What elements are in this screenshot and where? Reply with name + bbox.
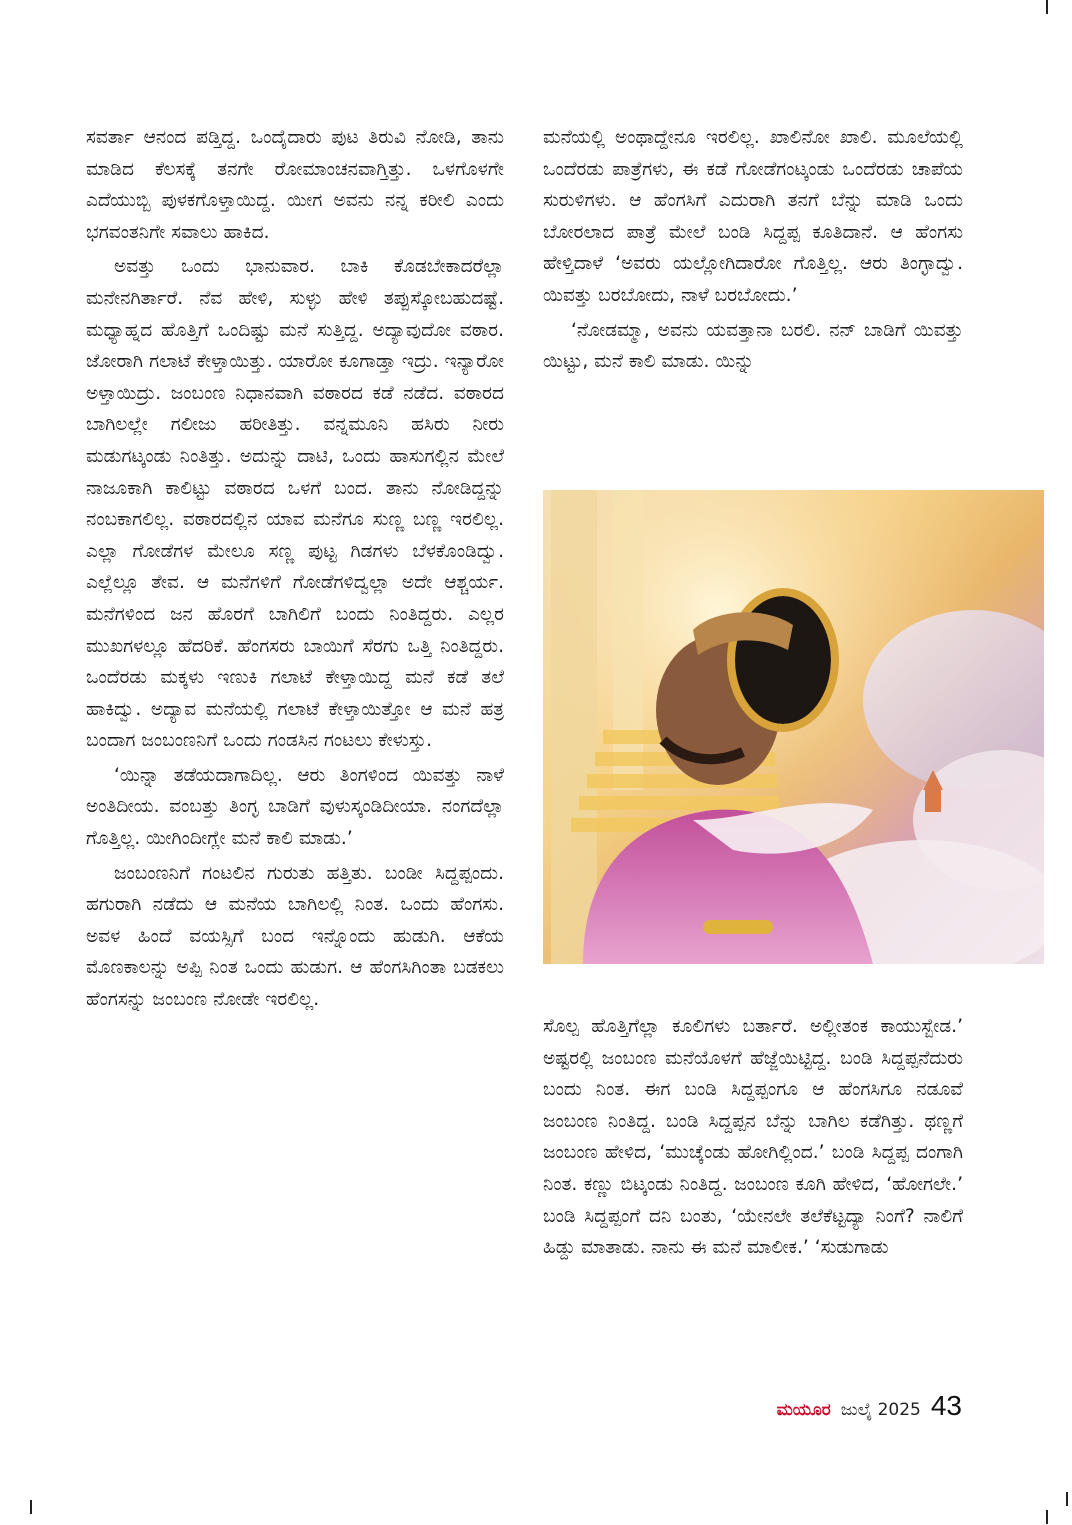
story-illustration: [543, 490, 1044, 964]
page-folio: [777, 1390, 962, 1422]
paragraph: ‘ಯಿನ್ನಾ ತಡೆಯದಾಗಾದಿಲ್ಲ. ಆರು ತಿಂಗಳಿಂದ ಯಿವತ್ತು ನಾಳೆ ಅಂತಿದೀಯ. ವಂಬತ್ತು ತಿಂಗ್ಳ ಬಾಡಿಗೆ ವುಳುಸ್ಕಂಡಿದೀಯಾ. ನಂಗದೆಲ್ಲಾ ಗೊತ್ತಿಲ್ಲ. ಯೀಗಿಂದೀಗ್ಲೇ ಮನೆ ಕಾಲಿ ಮಾಡು.’: [86, 764, 504, 850]
illustration-art: [543, 490, 1044, 964]
issue-date: ಜುಲೈ 2025: [840, 1400, 921, 1420]
right-column-top: [543, 122, 963, 381]
left-column: [86, 122, 504, 1019]
crop-mark: [1066, 1492, 1068, 1506]
paragraph: ಸೊಲ್ಪ ಹೊತ್ತಿಗೆಲ್ಲಾ ಕೂಲಿಗಳು ಬರ್ತಾರೆ. ಅಲ್ಲೀತಂಕ ಕಾಯುಸ್ಬೇಡ.’ ಅಷ್ಟರಲ್ಲಿ ಜಂಬಂಣ ಮನೆಯೊಳಗೆ ಹೆಜ್ಜೆಯಿಟ್ಟಿದ್ದ. ಬಂಡಿ ಸಿದ್ದಪ್ಪನೆದುರು ಬಂದು ನಿಂತ. ಈಗ ಬಂಡಿ ಸಿದ್ದಪ್ಪಂಗೂ ಆ ಹೆಂಗಸಿಗೂ ನಡೂವೆ ಜಂಬಂಣ ನಿಂತಿದ್ದ. ಬಂಡಿ ಸಿದ್ದಪ್ಪನ ಬೆನ್ನು ಬಾಗಿಲ ಕಡೆಗಿತ್ತು. ಥಣ್ಣಗೆ ಜಂಬಂಣ ಹೇಳಿದ, ‘ಮುಚ್ಕೆಂಡು ಹೋಗಿಲ್ಲಿಂದ.’ ಬಂಡಿ ಸಿದ್ದಪ್ಪ ದಂಗಾಗಿ ನಿಂತ. ಕಣ್ಣು ಬಿಟ್ಕಂಡು ನಿಂತಿದ್ದ. ಜಂಬಂಣ ಕೂಗಿ ಹೇಳಿದ, ‘ಹೋಗಲೇ.’ ಬಂಡಿ ಸಿದ್ದಪ್ಪಂಗೆ ದನಿ ಬಂತು, ‘ಯೇನಲೇ ತಲೆಕೆಟ್ಟದ್ಯಾ ನಿಂಗೆ? ನಾಲಿಗೆ ಹಿಡ್ದು ಮಾತಾಡು. ನಾನು ಈ ಮನೆ ಮಾಲೀಕ.’ ‘ಸುಡುಗಾಡು: [543, 1016, 963, 1259]
paragraph: ಮನೆಯಲ್ಲಿ ಅಂಥಾದ್ದೇನೂ ಇರಲಿಲ್ಲ. ಖಾಲಿನೋ ಖಾಲಿ. ಮೂಲೆಯಲ್ಲಿ ಒಂದೆರಡು ಪಾತ್ರೆಗಳು, ಈ ಕಡೆ ಗೋಡೆಗಂಟ್ಕಂಡು ಒಂದೆರಡು ಚಾಪೆಯ ಸುರುಳಿಗಳು. ಆ ಹೆಂಗಸಿಗೆ ಎದುರಾಗಿ ತನಗೆ ಬೆನ್ನು ಮಾಡಿ ಒಂದು ಬೋರಲಾದ ಪಾತ್ರೆ ಮೇಲೆ ಬಂಡಿ ಸಿದ್ದಪ್ಪ ಕೂತಿದಾನೆ. ಆ ಹೆಂಗಸು ಹೇಳ್ತಿದಾಳೆ ‘ಅವರು ಯಲ್ಲೋಗಿದಾರೋ ಗೊತ್ತಿಲ್ಲ. ಆರು ತಿಂಗ್ಳಾದ್ವು. ಯಿವತ್ತು ಬರಬೋದು, ನಾಳೆ ಬರಬೋದು.’: [543, 127, 963, 306]
crop-mark: [30, 1500, 32, 1514]
right-column-bottom: [543, 1011, 963, 1267]
paragraph: ಸವರ್ತಾ ಆನಂದ ಪಡ್ತಿದ್ದ. ಒಂದೈದಾರು ಪುಟ ತಿರುವಿ ನೋಡಿ, ತಾನು ಮಾಡಿದ ಕೆಲಸಕ್ಕೆ ತನಗೇ ರೋಮಾಂಚನವಾಗ್ತಿತ್ತು. ಒಳಗೊಳಗೇ ಎದೆಯುಬ್ಬಿ ಪುಳಕಗೊಳ್ತಾಯಿದ್ದ. ಯೀಗ ಅವನು ನನ್ನ ಕರೀಲಿ ಎಂದು ಭಗವಂತನಿಗೇ ಸವಾಲು ಹಾಕಿದ.: [86, 127, 504, 243]
page-number: 43: [930, 1390, 962, 1421]
paragraph: ‘ನೋಡಮ್ಮಾ, ಅವನು ಯವತ್ತಾನಾ ಬರಲಿ. ನನ್ ಬಾಡಿಗೆ ಯಿವತ್ತು ಯಿಟ್ಟು, ಮನೆ ಕಾಲಿ ಮಾಡು. ಯಿನ್ನು: [543, 319, 963, 373]
magazine-logo: ಮಯೂರ: [776, 1400, 831, 1420]
paragraph: ಜಂಬಂಣನಿಗೆ ಗಂಟಲಿನ ಗುರುತು ಹತ್ತಿತು. ಬಂಡೀ ಸಿದ್ದಪ್ಪಂದು. ಹಗುರಾಗಿ ನಡೆದು ಆ ಮನೆಯ ಬಾಗಿಲಲ್ಲಿ ನಿಂತ. ಒಂದು ಹೆಂಗಸು. ಅವಳ ಹಿಂದೆ ವಯಸ್ಸಿಗೆ ಬಂದ ಇನ್ನೊಂದು ಹುಡುಗಿ. ಆಕೆಯ ಮೊಣಕಾಲನ್ನು ಅಪ್ಪಿ ನಿಂತ ಒಂದು ಹುಡುಗ. ಆ ಹೆಂಗಸಿಗಿಂತಾ ಬಡಕಲು ಹೆಂಗಸನ್ನು ಜಂಬಂಣ ನೋಡೇ ಇರಲಿಲ್ಲ.: [86, 862, 504, 1011]
paragraph: ಅವತ್ತು ಒಂದು ಭಾನುವಾರ. ಬಾಕಿ ಕೊಡಬೇಕಾದರೆಲ್ಲಾ ಮನೇನಗಿರ್ತಾರೆ. ನೆವ ಹೇಳಿ, ಸುಳ್ಳು ಹೇಳಿ ತಪ್ಪುಸ್ಕೋಬಹುದಷ್ಟೆ. ಮಧ್ಯಾಹ್ನದ ಹೊತ್ತಿಗೆ ಒಂದಿಷ್ಟು ಮನೆ ಸುತ್ತಿದ್ದ. ಅದ್ಯಾವುದೋ ವಠಾರ. ಜೋರಾಗಿ ಗಲಾಟೆ ಕೇಳ್ತಾಯಿತ್ತು. ಯಾರೋ ಕೂಗಾಡ್ತಾ ಇದ್ರು. ಇನ್ಯಾರೋ ಅಳ್ತಾಯಿದ್ರು. ಜಂಬಂಣ ನಿಧಾನವಾಗಿ ವಠಾರದ ಕಡೆ ನಡೆದ. ವಠಾರದ ಬಾಗಿಲಲ್ಲೇ ಗಲೀಜು ಹರೀತಿತ್ತು. ವನ್ನಮೂನಿ ಹಸಿರು ನೀರು ಮಡುಗಟ್ಕಂಡು ನಿಂತಿತ್ತು. ಅದುನ್ನು ದಾಟಿ, ಒಂದು ಹಾಸುಗಲ್ಲಿನ ಮೇಲೆ ನಾಜೂಕಾಗಿ ಕಾಲಿಟ್ಟು ವಠಾರದ ಒಳಗೆ ಬಂದ. ತಾನು ನೋಡಿದ್ದನ್ನು ನಂಬಕಾಗಲಿಲ್ಲ. ವಠಾರದಲ್ಲಿನ ಯಾವ ಮನೆಗೂ ಸುಣ್ಣ ಬಣ್ಣ ಇರಲಿಲ್ಲ. ಎಲ್ಲಾ ಗೋಡೆಗಳ ಮೇಲೂ ಸಣ್ಣ ಪುಟ್ಟ ಗಿಡಗಳು ಬೆಳಕೊಂಡಿದ್ವು. ಎಲ್ಲೆಲ್ಲೂ ತೇವ. ಆ ಮನೆಗಳಿಗೆ ಗೋಡೆಗಳಿದ್ವಲ್ಲಾ ಅದೇ ಆಶ್ಚರ್ಯ. ಮನೆಗಳಿಂದ ಜನ ಹೊರಗೆ ಬಾಗಿಲಿಗೆ ಬಂದು ನಿಂತಿದ್ದರು. ಎಲ್ಲರ ಮುಖಗಳಲ್ಲೂ ಹೆದರಿಕೆ. ಹೆಂಗಸರು ಬಾಯಿಗೆ ಸೆರಗು ಒತ್ತಿ ನಿಂತಿದ್ದರು. ಒಂದೆರಡು ಮಕ್ಕಳು ಇಣುಕಿ ಗಲಾಟೆ ಕೇಳ್ತಾಯಿದ್ದ ಮನೆ ಕಡೆ ತಲೆ ಹಾಕಿದ್ವು. ಅದ್ಯಾವ ಮನೆಯಲ್ಲಿ ಗಲಾಟೆ ಕೇಳ್ತಾಯಿತ್ತೋ ಆ ಮನೆ ಹತ್ರ ಬಂದಾಗ ಜಂಬಂಣನಿಗೆ ಒಂದು ಗಂಡಸಿನ ಗಂಟಲು ಕೇಳುಸ್ತು.: [86, 256, 504, 752]
crop-mark: [1046, 1510, 1048, 1524]
crop-mark: [1046, 0, 1048, 14]
